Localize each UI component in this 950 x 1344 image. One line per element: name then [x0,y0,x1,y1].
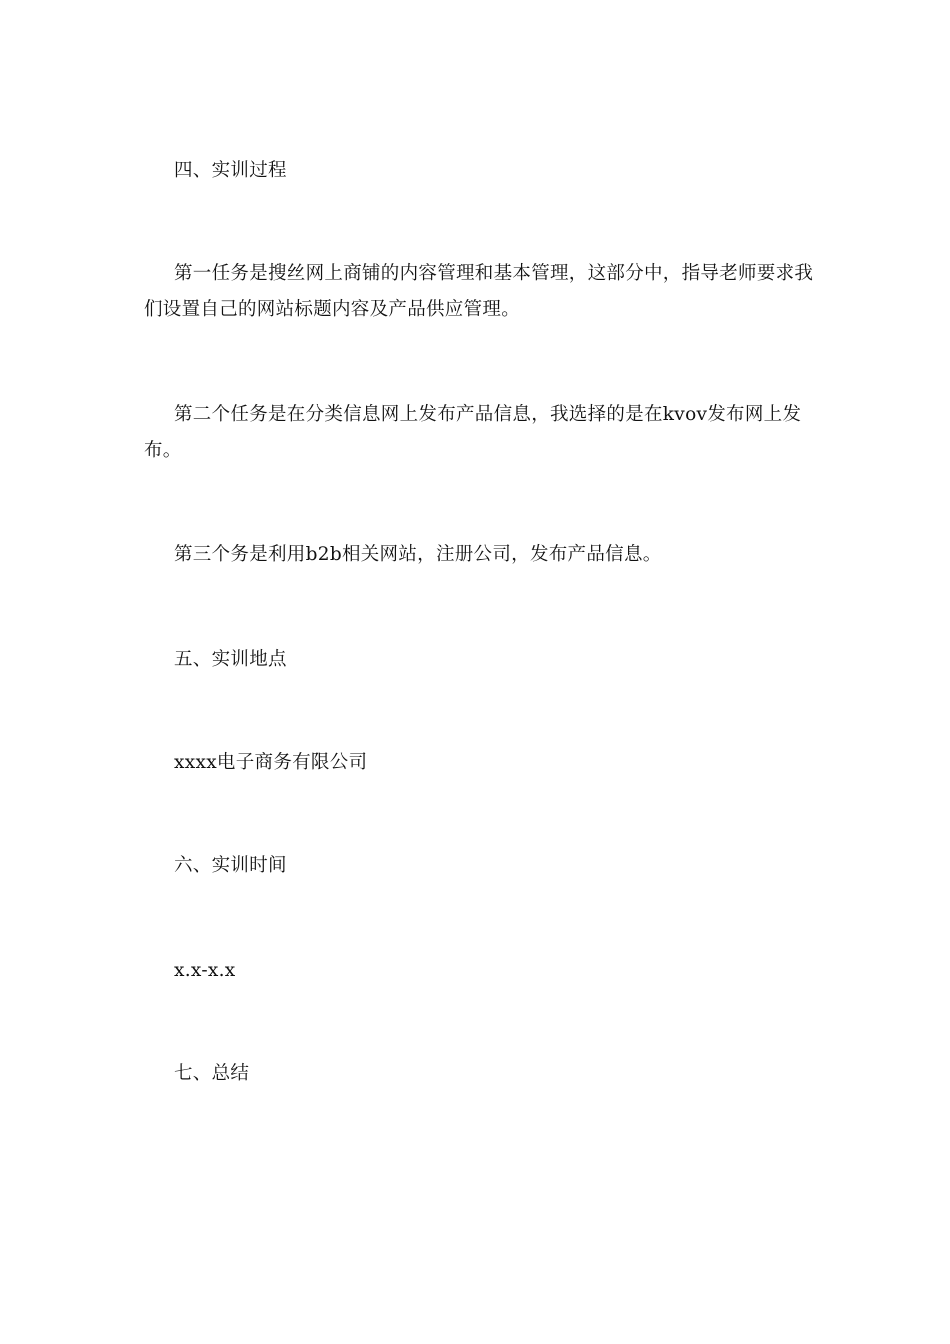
location-text: xxxx电子商务有限公司 [174,752,368,773]
paragraph-task-two: 第二个任务是在分类信息网上发布产品信息，我选择的是在kvov发布网上发布。 [144,404,802,461]
section-heading-time: 六、实训时间 [174,855,287,876]
section-heading-summary: 七、总结 [174,1063,250,1084]
section-heading-location: 五、实训地点 [174,649,287,670]
paragraph-task-one: 第一任务是搜丝网上商铺的内容管理和基本管理，这部分中，指导老师要求我们设置自己的网站标题内容及产品供应管理。 [144,263,814,320]
paragraph-task-three: 第三个务是利用b2b相关网站，注册公司，发布产品信息。 [174,544,662,565]
time-text: x.x-x.x [174,960,236,981]
section-heading-process: 四、实训过程 [174,160,287,181]
